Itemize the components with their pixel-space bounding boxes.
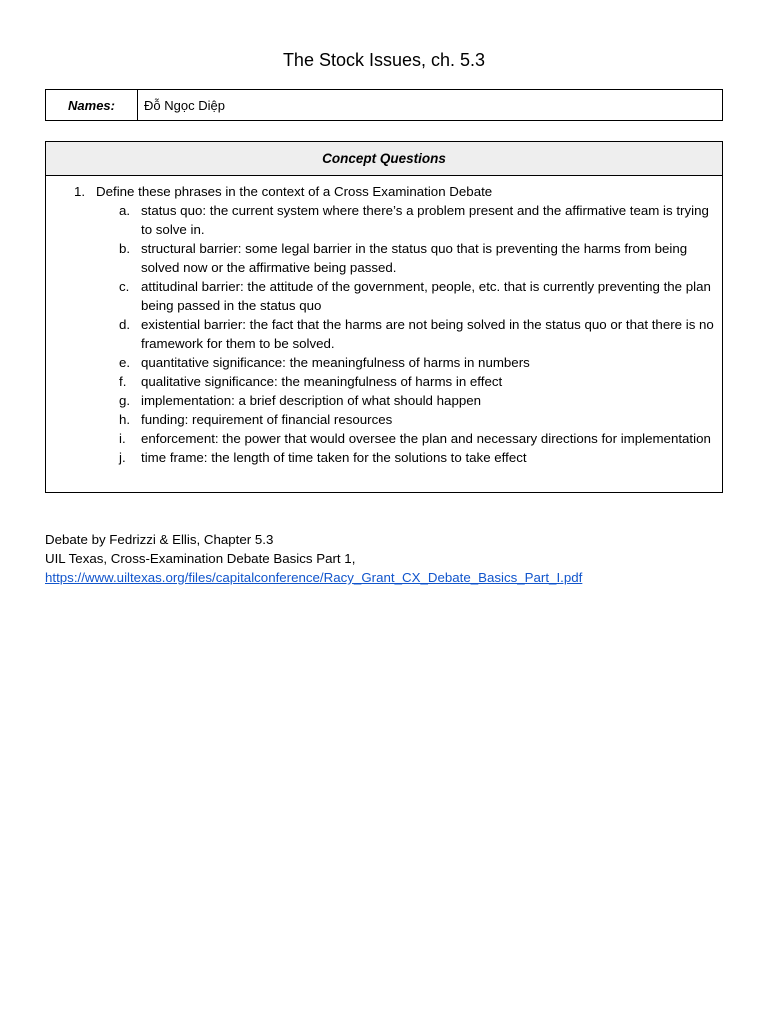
sub-item-letter: b. [119, 241, 131, 256]
sub-item-list [46, 201, 722, 467]
sub-item-text: funding: requirement of financial resources [141, 412, 393, 427]
sub-item-letter: c. [119, 279, 130, 294]
sub-item [46, 315, 722, 353]
sub-item-text: structural barrier: some legal barrier in the status quo that is preventing the harms from being solved now or the affirmative being passed. [141, 241, 688, 275]
sub-item [46, 353, 722, 372]
question-item [46, 182, 722, 201]
sub-item-letter: a. [119, 203, 131, 218]
concept-questions-table [45, 141, 723, 493]
sub-item-text: time frame: the length of time taken for the solutions to take effect [141, 450, 527, 465]
sub-item [46, 391, 722, 410]
sub-item [46, 448, 722, 467]
sub-item [46, 372, 722, 391]
reference-line: UIL Texas, Cross-Examination Debate Basics Part 1, [45, 551, 356, 566]
sub-item [46, 201, 722, 239]
sub-item-letter: i. [119, 431, 126, 446]
names-value: Đỗ Ngọc Diệp [144, 97, 225, 113]
sub-item [46, 277, 722, 315]
sub-item-letter: d. [119, 317, 131, 332]
concept-questions-header: Concept Questions [46, 142, 722, 176]
question-text: Define these phrases in the context of a Cross Examination Debate [96, 184, 493, 199]
reference-line: Debate by Fedrizzi & Ellis, Chapter 5.3 [45, 532, 274, 547]
sub-item-text: existential barrier: the fact that the harms are not being solved in the status quo or that there is no framework for them to be solved. [141, 317, 714, 351]
sub-item-text: quantitative significance: the meaningfulness of harms in numbers [141, 355, 530, 370]
sub-item [46, 410, 722, 429]
sub-item-text: status quo: the current system where there’s a problem present and the affirmative team is trying to solve in. [141, 203, 709, 237]
names-table [45, 89, 723, 121]
sub-item-letter: h. [119, 412, 131, 427]
references [45, 530, 723, 587]
sub-item-letter: e. [119, 355, 131, 370]
sub-item-text: enforcement: the power that would oversee the plan and necessary directions for implementation [141, 431, 711, 446]
sub-item-letter: g. [119, 393, 131, 408]
sub-item [46, 429, 722, 448]
sub-item [46, 239, 722, 277]
question-number: 1. [74, 184, 86, 199]
names-label: Names: [46, 90, 138, 120]
sub-item-letter: j. [119, 450, 126, 465]
concept-questions-body [46, 176, 722, 467]
sub-item-letter: f. [119, 374, 127, 389]
reference-link[interactable]: https://www.uiltexas.org/files/capitalconference/Racy_Grant_CX_Debate_Basics_Part_I.pdf [45, 570, 583, 585]
sub-item-text: attitudinal barrier: the attitude of the government, people, etc. that is currently preventing the plan being passed in the status quo [141, 279, 711, 313]
page-title: The Stock Issues, ch. 5.3 [282, 50, 486, 70]
sub-item-text: qualitative significance: the meaningfulness of harms in effect [141, 374, 503, 389]
sub-item-text: implementation: a brief description of what should happen [141, 393, 482, 408]
